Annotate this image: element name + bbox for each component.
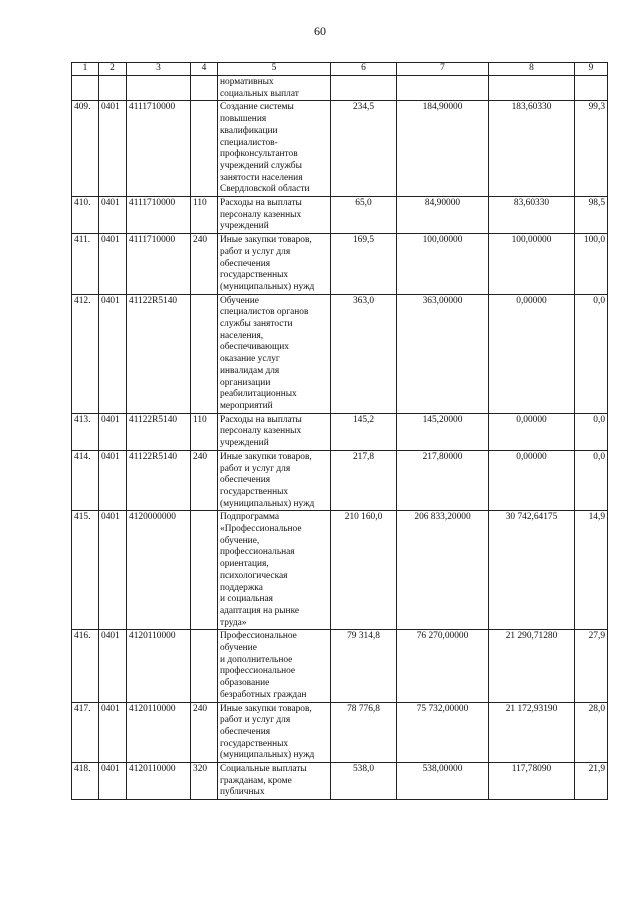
execution-percent: 28,0: [575, 702, 608, 763]
item-name-line: Создание системы: [220, 102, 294, 113]
item-name-line: Социальные выплаты: [220, 764, 307, 775]
executed-amount: [489, 76, 575, 101]
column-header: 1: [72, 63, 99, 76]
item-name-line: «Профессиональное: [220, 524, 302, 535]
item-name-line: населения,: [220, 330, 264, 341]
planned-amount: 100,00000: [397, 234, 489, 295]
row-number: 411.: [72, 234, 99, 295]
expense-type-code: [191, 511, 218, 630]
section-code: 0401: [99, 413, 127, 450]
section-code: 0401: [99, 630, 127, 702]
execution-percent: 100,0: [575, 234, 608, 295]
item-name-line: персоналу казенных: [220, 426, 302, 437]
item-name: [218, 197, 331, 234]
table-row: [72, 101, 608, 197]
target-article-code: 4111710000: [127, 234, 191, 295]
item-name: [218, 76, 331, 101]
item-name-line: обучение: [220, 643, 257, 654]
section-code: 0401: [99, 294, 127, 413]
expense-type-code: 110: [191, 413, 218, 450]
section-code: 0401: [99, 702, 127, 763]
item-name-line: инвалидам для: [220, 365, 280, 376]
column-header: 3: [127, 63, 191, 76]
item-name: [218, 450, 331, 511]
item-name-line: учреждений: [220, 221, 269, 232]
target-article-code: 4120110000: [127, 630, 191, 702]
item-name-line: специалистов-: [220, 137, 278, 148]
expense-type-code: 240: [191, 450, 218, 511]
column-header: 6: [331, 63, 397, 76]
item-name-line: публичных: [220, 787, 265, 798]
column-header: 8: [489, 63, 575, 76]
item-name-line: психологическая: [220, 570, 288, 581]
item-name: [218, 630, 331, 702]
column-header: 4: [191, 63, 218, 76]
row-number: 414.: [72, 450, 99, 511]
approved-amount: 145,2: [331, 413, 397, 450]
target-article-code: 4120000000: [127, 511, 191, 630]
approved-amount: 210 160,0: [331, 511, 397, 630]
target-article-code: 4111710000: [127, 197, 191, 234]
executed-amount: 0,00000: [489, 450, 575, 511]
item-name-line: персоналу казенных: [220, 209, 302, 220]
item-name-line: Иные закупки товаров,: [220, 235, 312, 246]
item-name-line: поддержка: [220, 582, 263, 593]
item-name-line: работ и услуг для: [220, 246, 291, 257]
item-name-line: Свердловской области: [220, 184, 310, 195]
item-name-line: обеспечивающих: [220, 342, 289, 353]
item-name-line: и социальная: [220, 594, 273, 605]
item-name-line: обучение,: [220, 535, 260, 546]
approved-amount: 78 776,8: [331, 702, 397, 763]
section-code: 0401: [99, 763, 127, 800]
row-number: 416.: [72, 630, 99, 702]
item-name-line: (муниципальных) нужд: [220, 498, 315, 509]
item-name-line: социальных выплат: [220, 88, 299, 99]
expense-type-code: [191, 101, 218, 197]
item-name-line: (муниципальных) нужд: [220, 750, 315, 761]
item-name: [218, 702, 331, 763]
planned-amount: 363,00000: [397, 294, 489, 413]
item-name-line: нормативных: [220, 77, 274, 87]
target-article-code: 41122R5140: [127, 450, 191, 511]
executed-amount: 0,00000: [489, 413, 575, 450]
item-name-line: обеспечения: [220, 258, 271, 269]
planned-amount: 538,00000: [397, 763, 489, 800]
item-name: [218, 234, 331, 295]
item-name: [218, 294, 331, 413]
item-name-line: учреждений: [220, 438, 269, 449]
planned-amount: 84,90000: [397, 197, 489, 234]
planned-amount: 206 833,20000: [397, 511, 489, 630]
column-header: 9: [575, 63, 608, 76]
target-article-code: [127, 76, 191, 101]
table-row: [72, 294, 608, 413]
table-body: [72, 76, 608, 800]
row-number: 418.: [72, 763, 99, 800]
table-row: [72, 511, 608, 630]
row-number: 410.: [72, 197, 99, 234]
table-row: [72, 702, 608, 763]
item-name-line: Подпрограмма: [220, 512, 280, 523]
approved-amount: 65,0: [331, 197, 397, 234]
approved-amount: 169,5: [331, 234, 397, 295]
planned-amount: [397, 76, 489, 101]
execution-percent: 0,0: [575, 413, 608, 450]
column-header: 2: [99, 63, 127, 76]
executed-amount: 183,60330: [489, 101, 575, 197]
item-name-line: Расходы на выплаты: [220, 414, 302, 425]
item-name-line: профессиональная: [220, 547, 295, 558]
column-header: 5: [218, 63, 331, 76]
target-article-code: 41122R5140: [127, 413, 191, 450]
item-name-line: обеспечения: [220, 475, 271, 486]
table-row: [72, 763, 608, 800]
execution-percent: 99,3: [575, 101, 608, 197]
execution-percent: 0,0: [575, 450, 608, 511]
section-code: 0401: [99, 450, 127, 511]
item-name-line: организации: [220, 377, 271, 388]
expense-type-code: [191, 76, 218, 101]
item-name-line: безработных граждан: [220, 689, 307, 700]
section-code: 0401: [99, 234, 127, 295]
row-number: 412.: [72, 294, 99, 413]
item-name-line: обеспечения: [220, 726, 271, 737]
executed-amount: 30 742,64175: [489, 511, 575, 630]
item-name: [218, 413, 331, 450]
item-name-line: Иные закупки товаров,: [220, 451, 312, 462]
item-name-line: образование: [220, 678, 270, 689]
section-code: 0401: [99, 197, 127, 234]
expense-type-code: 240: [191, 234, 218, 295]
executed-amount: 100,00000: [489, 234, 575, 295]
execution-percent: [575, 76, 608, 101]
item-name-line: учреждений службы: [220, 160, 302, 171]
item-name-line: службы занятости: [220, 319, 293, 330]
item-name-line: мероприятий: [220, 400, 273, 411]
execution-percent: 14,9: [575, 511, 608, 630]
expense-type-code: [191, 630, 218, 702]
item-name-line: Обучение: [220, 295, 259, 306]
item-name-line: и дополнительное: [220, 654, 293, 665]
item-name-line: повышения: [220, 114, 267, 125]
executed-amount: 21 172,93190: [489, 702, 575, 763]
item-name-line: работ и услуг для: [220, 715, 291, 726]
item-name-line: государственных: [220, 486, 289, 497]
budget-table: [71, 62, 608, 800]
executed-amount: 117,78090: [489, 763, 575, 800]
target-article-code: 41122R5140: [127, 294, 191, 413]
item-name-line: (муниципальных) нужд: [220, 281, 315, 292]
item-name-line: Профессиональное: [220, 631, 297, 642]
executed-amount: 0,00000: [489, 294, 575, 413]
section-code: 0401: [99, 101, 127, 197]
planned-amount: 75 732,00000: [397, 702, 489, 763]
item-name-line: профессиональное: [220, 666, 296, 677]
table-row: [72, 197, 608, 234]
item-name-line: труда»: [220, 617, 247, 628]
page-number: 60: [314, 24, 326, 38]
executed-amount: 83,60330: [489, 197, 575, 234]
target-article-code: 4111710000: [127, 101, 191, 197]
target-article-code: 4120110000: [127, 702, 191, 763]
item-name-line: специалистов органов: [220, 307, 309, 318]
item-name-line: ориентация,: [220, 559, 269, 570]
approved-amount: 79 314,8: [331, 630, 397, 702]
table-row: [72, 234, 608, 295]
item-name-line: оказание услуг: [220, 354, 280, 365]
execution-percent: 98,5: [575, 197, 608, 234]
row-number: [72, 76, 99, 101]
row-number: 413.: [72, 413, 99, 450]
item-name-line: гражданам, кроме: [220, 775, 292, 786]
table-header-row: [72, 63, 608, 76]
executed-amount: 21 290,71280: [489, 630, 575, 702]
approved-amount: 234,5: [331, 101, 397, 197]
row-number: 409.: [72, 101, 99, 197]
expense-type-code: 320: [191, 763, 218, 800]
execution-percent: 0,0: [575, 294, 608, 413]
item-name-line: государственных: [220, 738, 289, 749]
row-number: 415.: [72, 511, 99, 630]
item-name-line: адаптация на рынке: [220, 605, 300, 616]
item-name: [218, 763, 331, 800]
item-name-line: профконсультантов: [220, 149, 298, 160]
approved-amount: 538,0: [331, 763, 397, 800]
row-number: 417.: [72, 702, 99, 763]
section-code: [99, 76, 127, 101]
item-name: [218, 511, 331, 630]
approved-amount: [331, 76, 397, 101]
item-name: [218, 101, 331, 197]
table-row: [72, 76, 608, 101]
item-name-line: реабилитационных: [220, 389, 297, 400]
approved-amount: 363,0: [331, 294, 397, 413]
expense-type-code: 240: [191, 702, 218, 763]
execution-percent: 27,9: [575, 630, 608, 702]
item-name-line: государственных: [220, 270, 289, 281]
planned-amount: 76 270,00000: [397, 630, 489, 702]
item-name-line: квалификации: [220, 125, 278, 136]
item-name-line: работ и услуг для: [220, 463, 291, 474]
item-name-line: занятости населения: [220, 172, 303, 183]
item-name-line: Расходы на выплаты: [220, 198, 302, 209]
item-name-line: Иные закупки товаров,: [220, 703, 312, 714]
planned-amount: 145,20000: [397, 413, 489, 450]
table-row: [72, 450, 608, 511]
approved-amount: 217,8: [331, 450, 397, 511]
planned-amount: 184,90000: [397, 101, 489, 197]
table-row: [72, 413, 608, 450]
target-article-code: 4120110000: [127, 763, 191, 800]
expense-type-code: 110: [191, 197, 218, 234]
table-row: [72, 630, 608, 702]
execution-percent: 21,9: [575, 763, 608, 800]
column-header: 7: [397, 63, 489, 76]
section-code: 0401: [99, 511, 127, 630]
expense-type-code: [191, 294, 218, 413]
planned-amount: 217,80000: [397, 450, 489, 511]
